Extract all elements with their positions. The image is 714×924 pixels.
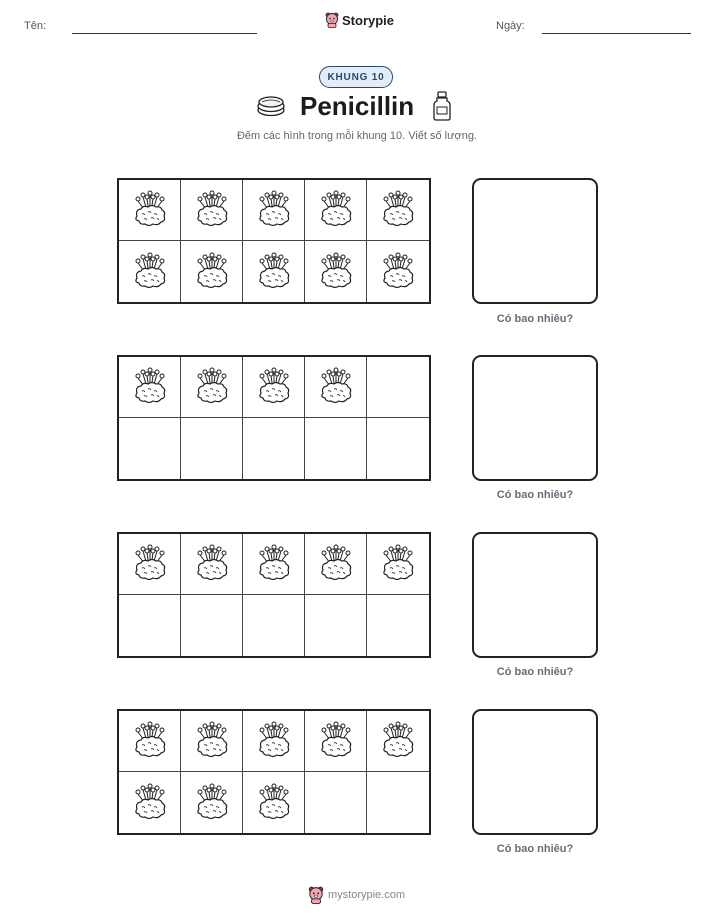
- frame-cell: [243, 357, 305, 418]
- brand-name: Storypie: [342, 12, 395, 28]
- penicillin-mold-icon: [254, 544, 294, 584]
- penicillin-mold-icon: [316, 544, 356, 584]
- frame-cell: [119, 595, 181, 656]
- frame-cell: [119, 357, 181, 418]
- penicillin-mold-icon: [130, 721, 170, 761]
- frame-cell: [367, 534, 429, 595]
- frame-cell: [305, 595, 367, 656]
- name-line[interactable]: [72, 33, 257, 34]
- penicillin-mold-icon: [130, 544, 170, 584]
- frame-cell: [305, 180, 367, 241]
- penicillin-mold-icon: [130, 190, 170, 230]
- penicillin-mold-icon: [192, 721, 232, 761]
- penicillin-mold-icon: [192, 367, 232, 407]
- answer-box-4[interactable]: [472, 709, 598, 835]
- frame-cell: [367, 241, 429, 302]
- penicillin-mold-icon: [378, 190, 418, 230]
- penicillin-mold-icon: [316, 721, 356, 761]
- frame-cell: [243, 241, 305, 302]
- frame-cell: [119, 534, 181, 595]
- penicillin-mold-icon: [254, 721, 294, 761]
- penicillin-mold-icon: [254, 783, 294, 823]
- frame-cell: [181, 241, 243, 302]
- penicillin-mold-icon: [192, 783, 232, 823]
- frame-cell: [367, 180, 429, 241]
- frame-cell: [181, 534, 243, 595]
- bear-mascot-icon: [308, 886, 324, 904]
- frame-cell: [367, 772, 429, 833]
- name-label: Tên:: [24, 20, 47, 32]
- penicillin-mold-icon: [254, 367, 294, 407]
- frame-cell: [119, 418, 181, 479]
- frame-cell: [181, 357, 243, 418]
- petri-dish-icon: [256, 92, 286, 118]
- frame-cell: [243, 711, 305, 772]
- ten-frame-3: [117, 532, 431, 658]
- ten-frame-1: [117, 178, 431, 304]
- penicillin-mold-icon: [130, 252, 170, 292]
- frame-cell: [243, 772, 305, 833]
- frame-cell: [243, 595, 305, 656]
- frame-cell: [119, 772, 181, 833]
- frame-cell: [119, 711, 181, 772]
- frame-cell: [305, 241, 367, 302]
- ten-frame-2: [117, 355, 431, 481]
- penicillin-mold-icon: [130, 783, 170, 823]
- frame-cell: [243, 534, 305, 595]
- frame-cell: [367, 595, 429, 656]
- penicillin-mold-icon: [192, 544, 232, 584]
- answer-box-2[interactable]: [472, 355, 598, 481]
- frame-cell: [305, 418, 367, 479]
- footer: [308, 886, 405, 904]
- bear-mascot-icon: [325, 12, 339, 28]
- answer-prompt-3: Có bao nhiêu?: [496, 666, 574, 678]
- penicillin-mold-icon: [192, 190, 232, 230]
- frame-cell: [181, 180, 243, 241]
- page-title: Penicillin: [300, 91, 415, 121]
- frame-cell: [367, 711, 429, 772]
- penicillin-mold-icon: [254, 252, 294, 292]
- answer-box-3[interactable]: [472, 532, 598, 658]
- frame-cell: [367, 357, 429, 418]
- frame-cell: [181, 772, 243, 833]
- penicillin-mold-icon: [192, 252, 232, 292]
- medicine-vial-icon: [432, 91, 452, 121]
- frame-cell: [181, 711, 243, 772]
- frame-cell: [367, 418, 429, 479]
- penicillin-mold-icon: [254, 190, 294, 230]
- penicillin-mold-icon: [378, 252, 418, 292]
- frame-cell: [119, 241, 181, 302]
- answer-prompt-1: Có bao nhiêu?: [496, 313, 574, 325]
- date-label: Ngày:: [496, 20, 525, 32]
- penicillin-mold-icon: [316, 252, 356, 292]
- brand-logo: [325, 12, 394, 28]
- penicillin-mold-icon: [378, 721, 418, 761]
- frame-cell: [305, 711, 367, 772]
- penicillin-mold-icon: [130, 367, 170, 407]
- worksheet-type-badge: KHUNG 10: [319, 66, 393, 88]
- ten-frame-4: [117, 709, 431, 835]
- answer-box-1[interactable]: [472, 178, 598, 304]
- frame-cell: [305, 772, 367, 833]
- penicillin-mold-icon: [378, 544, 418, 584]
- frame-cell: [243, 180, 305, 241]
- frame-cell: [181, 418, 243, 479]
- date-line[interactable]: [542, 33, 691, 34]
- answer-prompt-4: Có bao nhiêu?: [496, 843, 574, 855]
- frame-cell: [305, 357, 367, 418]
- penicillin-mold-icon: [316, 367, 356, 407]
- frame-cell: [181, 595, 243, 656]
- frame-cell: [305, 534, 367, 595]
- frame-cell: [243, 418, 305, 479]
- answer-prompt-2: Có bao nhiêu?: [496, 489, 574, 501]
- footer-url: mystorypie.com: [328, 889, 406, 901]
- penicillin-mold-icon: [316, 190, 356, 230]
- instructions: Đếm các hình trong mỗi khung 10. Viết số lượng.: [236, 130, 477, 142]
- frame-cell: [119, 180, 181, 241]
